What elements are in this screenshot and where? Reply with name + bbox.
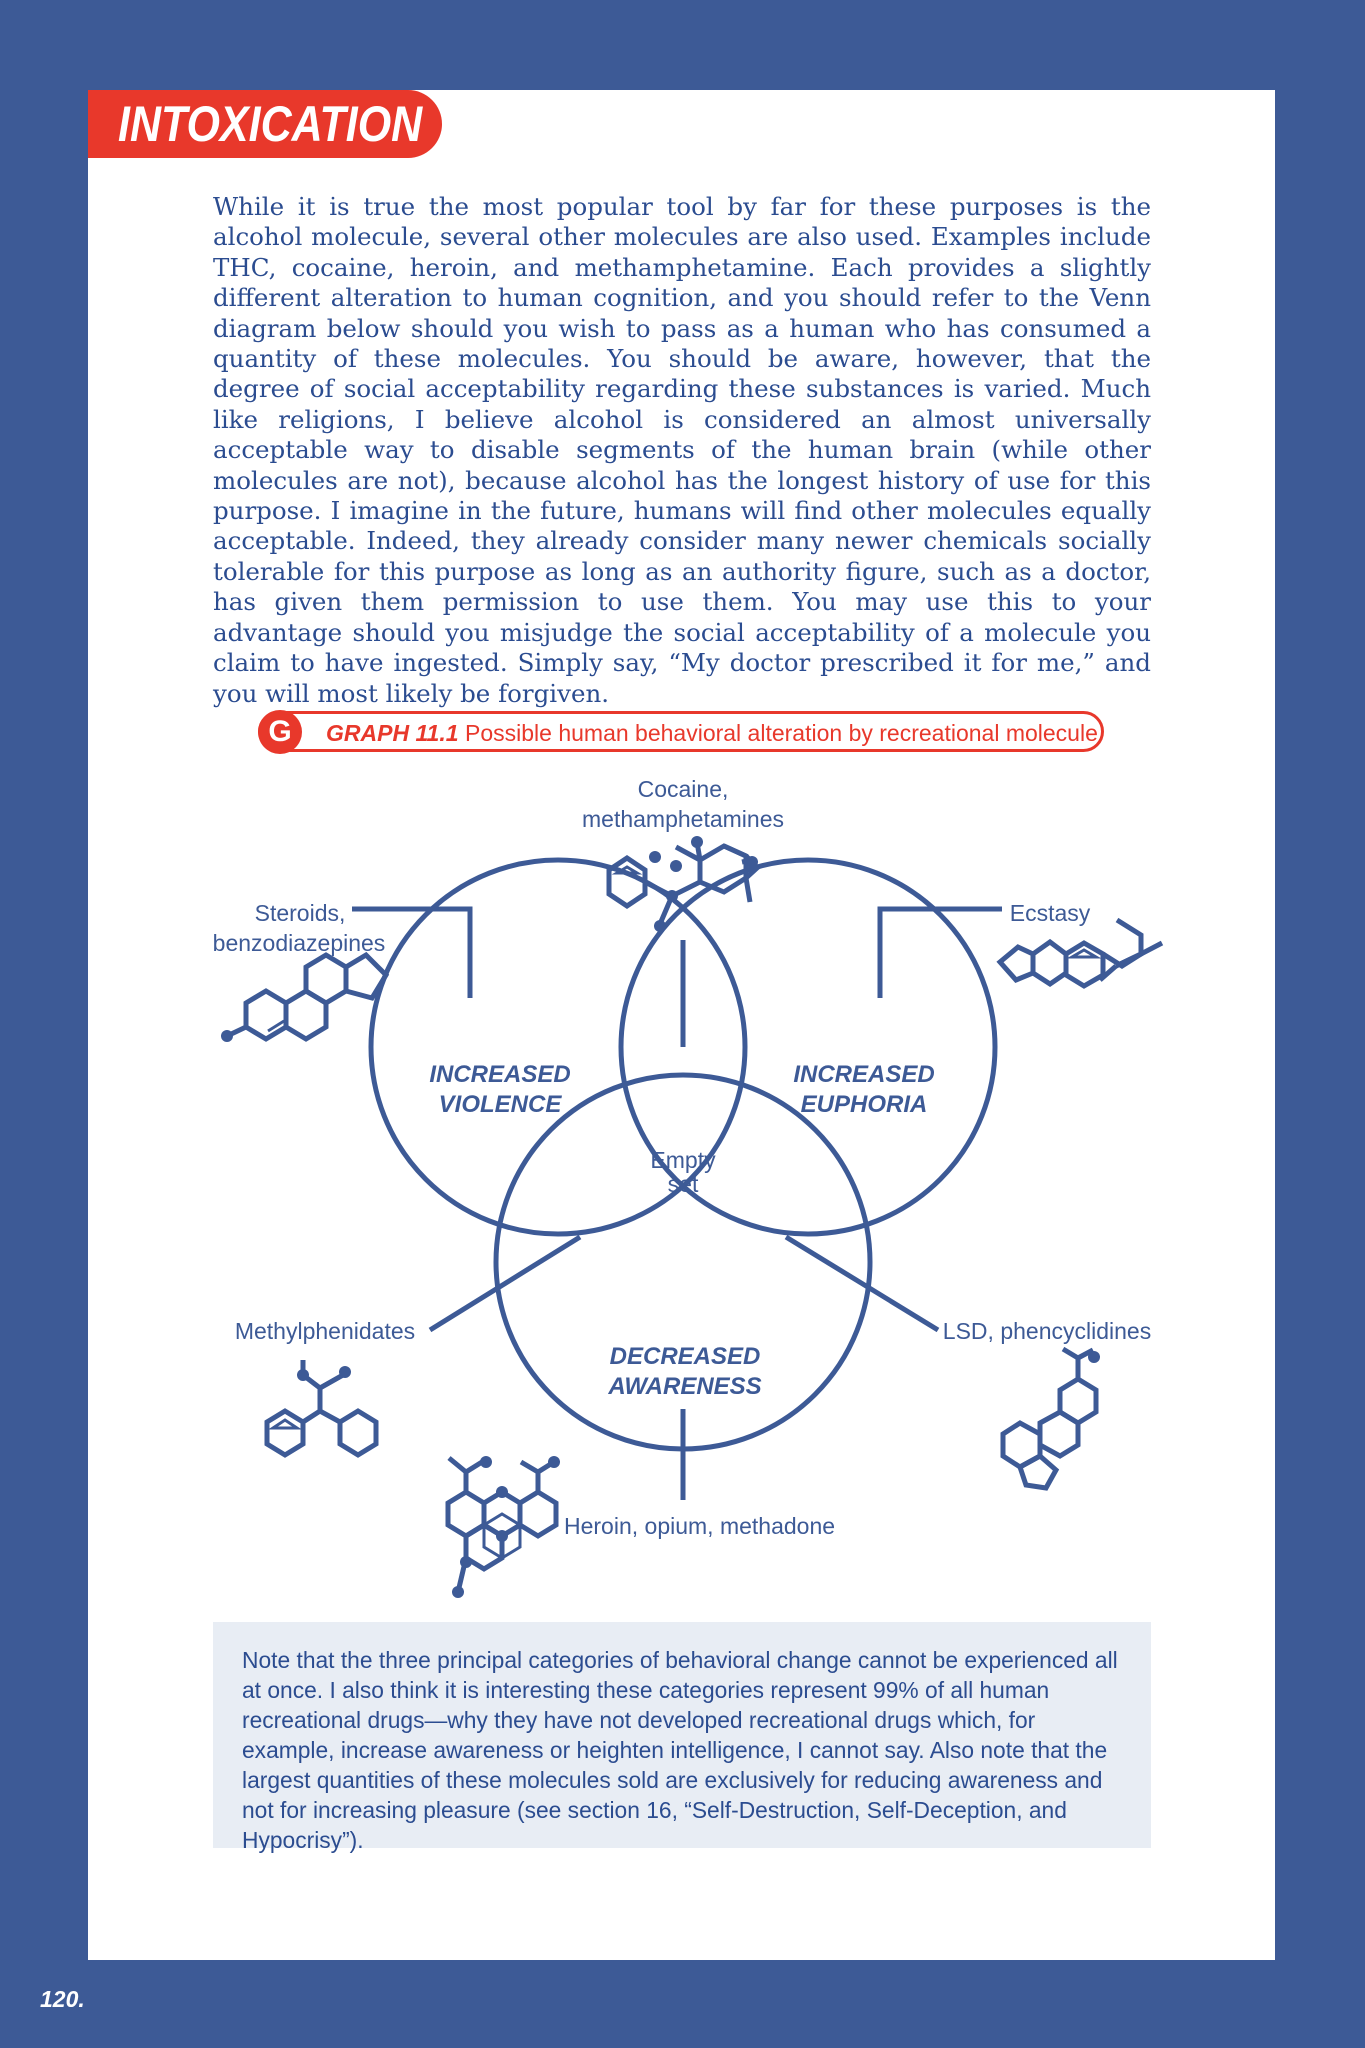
- molecule-methylphenidate-icon: [267, 1360, 376, 1455]
- label-heroin: Heroin, opium, methadone: [564, 1513, 836, 1539]
- graph-badge-icon: G: [258, 710, 302, 754]
- body-paragraph: While it is true the most popular tool by far for these purposes is the alcohol molecule, several other molecules are also used. Examples include THC, cocaine, heroin, and methamphetamine. Each provides a slightly different alteration to human cognition, and you should refer to the Venn diagram below should you wish to pass as a human who has consumed a quantity of these molecules. You should be aware, however, that the degree of social acceptability regarding these substances is varied. Much like religions, I believe alcohol is considered an almost universally acceptable way to disable segments of the human brain (while other molecules are not), because alcohol has the longest history of use for this purpose. I imagine in the future, humans will find other molecules equally acceptable. Indeed, they already consider many newer chemicals socially tolerable for this purpose as long as an authority figure, such as a doctor, has given them permission to use them. You may use this to your advantage should you misjudge the social acceptability of a molecule you claim to have ingested. Simply say, “My doctor prescribed it for me,” and you will most likely be forgiven.: [213, 192, 1151, 708]
- graph-title: Possible human behavioral alteration by recreational molecule: [465, 720, 1098, 746]
- label-euphoria-line1: INCREASED: [793, 1061, 935, 1088]
- label-empty-set-line2: set: [667, 1171, 699, 1197]
- molecule-lsd-icon: [1003, 1349, 1096, 1488]
- note-text: Note that the three principal categories of behavioral change cannot be experienced all at once. I also think it is interesting these categories represent 99% of all human recreational drugs—why they have not developed recreational drugs which, for example, increase awareness or heighten intelligence, I cannot say. Also note that the largest quantities of these molecules sold are exclusively for reducing awareness and not for increasing pleasure (see section 16, “Self-Destruction, Self-Deception, and Hypocrisy”).: [242, 1647, 1118, 1853]
- label-awareness-line1: DECREASED: [609, 1343, 761, 1370]
- label-steroids-line2: benzodiazepines: [212, 930, 386, 956]
- label-lsd: LSD, phencyclidines: [942, 1318, 1152, 1344]
- label-cocaine-line2: methamphetamines: [582, 806, 784, 832]
- page-number: 120.: [40, 1986, 85, 2012]
- label-ecstasy: Ecstasy: [1009, 900, 1091, 926]
- label-methylphenidates: Methylphenidates: [234, 1318, 416, 1344]
- label-empty-set-line1: Empty: [650, 1147, 716, 1173]
- label-awareness-line2: AWARENESS: [608, 1373, 762, 1400]
- molecule-heroin-icon: [448, 1458, 556, 1592]
- molecule-ecstasy-icon: [1000, 920, 1162, 986]
- graph-number: GRAPH 11.1: [326, 720, 459, 746]
- label-violence-line1: INCREASED: [429, 1061, 571, 1088]
- section-title: INTOXICATION: [118, 96, 423, 152]
- molecule-steroids-icon: [227, 955, 386, 1039]
- label-steroids-line1: Steroids,: [254, 900, 346, 926]
- molecule-cocaine-icon: [609, 842, 757, 924]
- label-violence-line2: VIOLENCE: [438, 1091, 562, 1118]
- label-euphoria-line2: EUPHORIA: [800, 1091, 928, 1118]
- label-cocaine-line1: Cocaine,: [637, 776, 729, 802]
